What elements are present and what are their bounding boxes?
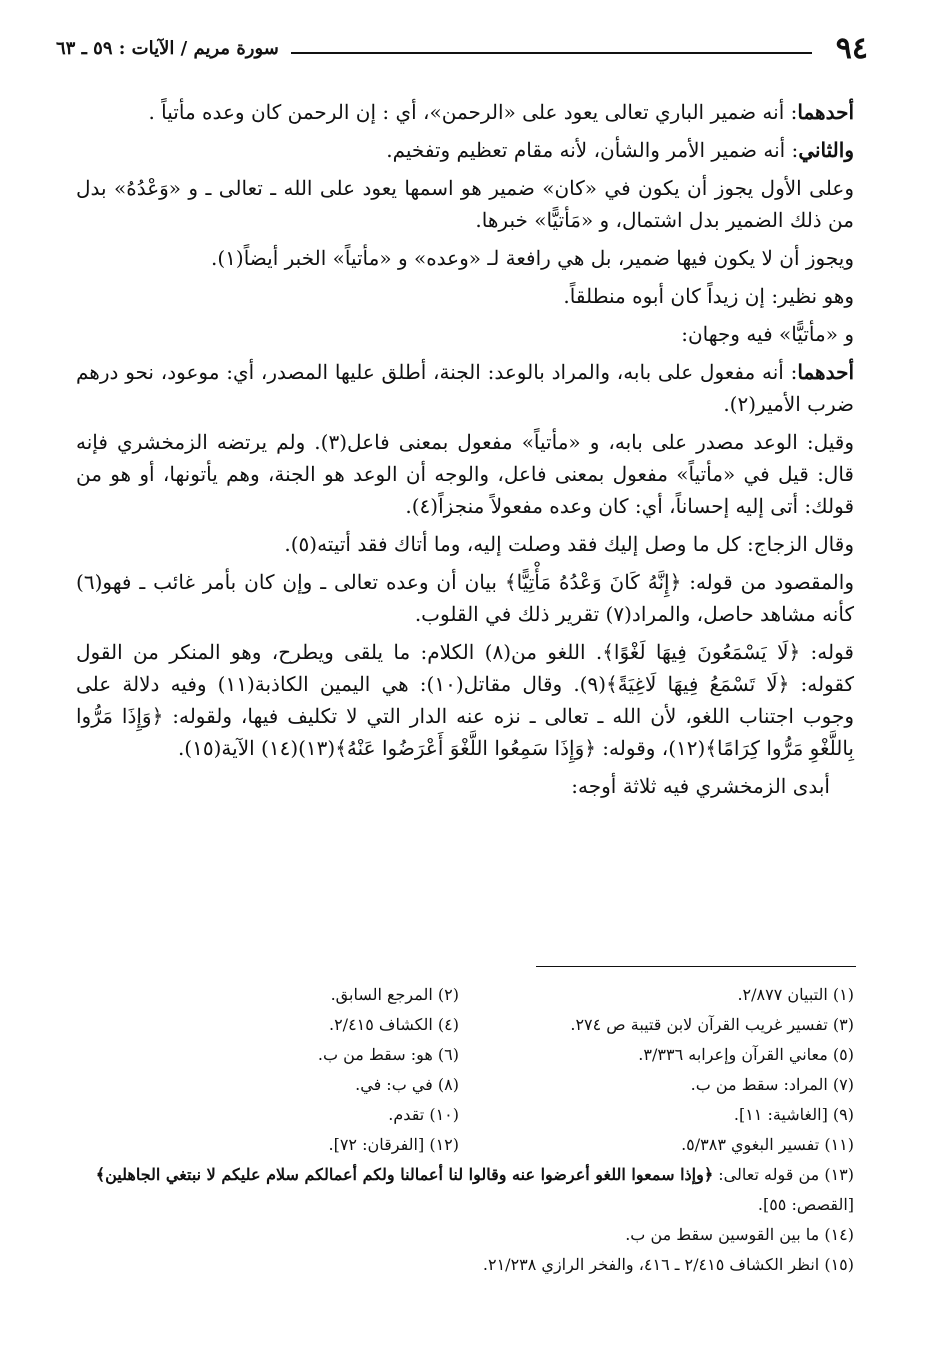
paragraph bbox=[76, 770, 854, 802]
paragraph-text: وقيل: الوعد مصدر على بابه، و «مأتياً» مفعول بمعنى فاعل(٣). ولم يرتضه الزمخشري فإنه قال: قيل في «مأتياً» مفعول بمعنى فاعل، والوجه أن الوعد هو الجنة، وهم يأتونها، أو هو من قولك: أتى إليه إحساناً، أي: كان وعده مفعولاً منجزاً(٤). bbox=[76, 430, 855, 518]
header-rule bbox=[291, 52, 812, 54]
paragraph-text: ويجوز أن لا يكون فيها ضمير، بل هي رافعة لـ «وعده» و «مأتياً» الخبر أيضاً(١). bbox=[210, 246, 854, 270]
paragraph bbox=[76, 566, 854, 630]
paragraph bbox=[76, 426, 854, 522]
paragraph-text: : أنه مفعول على بابه، والمراد بالوعد: الجنة، أطلق عليها المصدر، أي: موعود، نحو درهم ضرب الأمير(٢). bbox=[76, 360, 854, 416]
footnote: (٣) تفسير غريب القرآن لابن قتيبة ص ٢٧٤. bbox=[570, 1015, 854, 1034]
paragraph-text: وعلى الأول يجوز أن يكون في «كان» ضمير هو اسمها يعود على الله ـ تعالى ـ و «وَعْدُهُ» بدل من ذلك الضمير بدل اشتمال، و «مَأتيًّا» خبرها. bbox=[76, 176, 854, 232]
footnote: (٥) معاني القرآن وإعرابه ٣/٣٣٦. bbox=[638, 1045, 854, 1064]
footnote: (١٢) [الفرقان: ٧٢]. bbox=[328, 1135, 459, 1154]
footnote-13-verse: ﴿وإذا سمعوا اللغو أعرضوا عنه وقالوا لنا أعمالنا ولكم أعمالكم سلام عليكم لا نبتغي الجاهلين﴾ bbox=[95, 1165, 714, 1184]
paragraph-text: أبدى الزمخشري فيه ثلاثة أوجه: bbox=[571, 774, 830, 798]
footnote-grid bbox=[76, 980, 854, 1160]
paragraph-text: وهو نظير: إن زيداً كان أبوه منطلقاً. bbox=[563, 284, 854, 308]
footnote: (٩) [الغاشية: ١١]. bbox=[733, 1105, 854, 1124]
footnote: (١٠) تقدم. bbox=[388, 1105, 459, 1124]
footnote-13 bbox=[76, 1160, 854, 1220]
paragraph-lead: أحدهما bbox=[797, 100, 854, 124]
paragraph-text: وقال الزجاج: كل ما وصل إليك فقد وصلت إليه، وما أتاك فقد أتيته(٥). bbox=[284, 532, 854, 556]
paragraph bbox=[76, 280, 854, 312]
paragraph-text: : أنه ضمير الأمر والشأن، لأنه مقام تعظيم وتفخيم. bbox=[386, 138, 799, 162]
paragraph-lead: والثاني bbox=[798, 138, 854, 162]
footnote: (٦) هو: سقط من ب. bbox=[317, 1045, 459, 1064]
paragraph bbox=[76, 528, 854, 560]
paragraph bbox=[76, 96, 854, 128]
footnote: (٤) الكشاف ٢/٤١٥. bbox=[328, 1015, 459, 1034]
footnote-15: (١٥) انظر الكشاف ٢/٤١٥ ـ ٤١٦، والفخر الرازي ٢١/٢٣٨. bbox=[482, 1255, 854, 1274]
footnote-13-prefix: (١٣) من قوله تعالى: bbox=[713, 1165, 854, 1184]
paragraph-text: والمقصود من قوله: ﴿إِنَّهُ كَانَ وَعْدُهُ مَأْتِيًّا﴾ بيان أن وعده تعالى ـ وإن كان بأمر غائب ـ فهو(٦) كأنه مشاهد حاصل، والمراد(٧) تقرير ذلك في القلوب. bbox=[76, 570, 854, 626]
paragraph bbox=[76, 318, 854, 350]
main-text bbox=[76, 96, 854, 808]
paragraph-text: و «مأتيًّا» فيه وجهان: bbox=[681, 322, 854, 346]
footnote: (١١) تفسير البغوي ٥/٣٨٣. bbox=[681, 1135, 854, 1154]
footnote: (٧) المراد: سقط من ب. bbox=[690, 1075, 854, 1094]
page-header bbox=[56, 28, 868, 68]
running-title: سورة مريم / الآيات : ٥٩ ـ ٦٣ bbox=[56, 37, 279, 59]
footnote-14: (١٤) ما بين القوسين سقط من ب. bbox=[625, 1225, 854, 1244]
paragraph-text: قوله: ﴿لَا يَسْمَعُونَ فِيهَا لَغْوًا﴾. اللغو من(٨) الكلام: ما يلقى ويطرح، وهو المنكر من القول كقوله: ﴿لَا تَسْمَعُ فِيهَا لَاغِيَةً﴾(٩). وقال مقاتل(١٠): هي اليمين الكاذبة(١١) وفيه دلالة على وجوب اجتناب اللغو، لأن الله ـ تعالى ـ نزه عنه الدار التي لا تكليف فيها، ولقوله: ﴿وَإِذَا مَرُّوا بِاللَّغْوِ مَرُّوا كِرَامًا﴾(١٢)، وقوله: ﴿وَإِذَا سَمِعُوا اللَّغْوَ أَعْرَضُوا عَنْهُ﴾(١٣)(١٤) الآية(١٥). bbox=[76, 640, 855, 760]
footnote: (١) التبيان ٢/٨٧٧. bbox=[737, 985, 854, 1004]
footnote-separator bbox=[536, 966, 856, 967]
paragraph bbox=[76, 134, 854, 166]
paragraph bbox=[76, 172, 854, 236]
paragraph bbox=[76, 636, 854, 764]
footnote: (٨) في ب: في. bbox=[355, 1075, 459, 1094]
footnotes bbox=[76, 980, 854, 1280]
footnote: (٢) المرجع السابق. bbox=[330, 985, 459, 1004]
paragraph-lead: أحدهما bbox=[797, 360, 854, 384]
paragraph bbox=[76, 356, 854, 420]
paragraph-text: : أنه ضمير الباري تعالى يعود على «الرحمن»، أي : إن الرحمن كان وعده مأتياً . bbox=[148, 100, 798, 124]
paragraph bbox=[76, 242, 854, 274]
footnote-13-suffix: [القصص: ٥٥]. bbox=[757, 1195, 854, 1214]
page-number: ٩٤ bbox=[835, 30, 868, 66]
